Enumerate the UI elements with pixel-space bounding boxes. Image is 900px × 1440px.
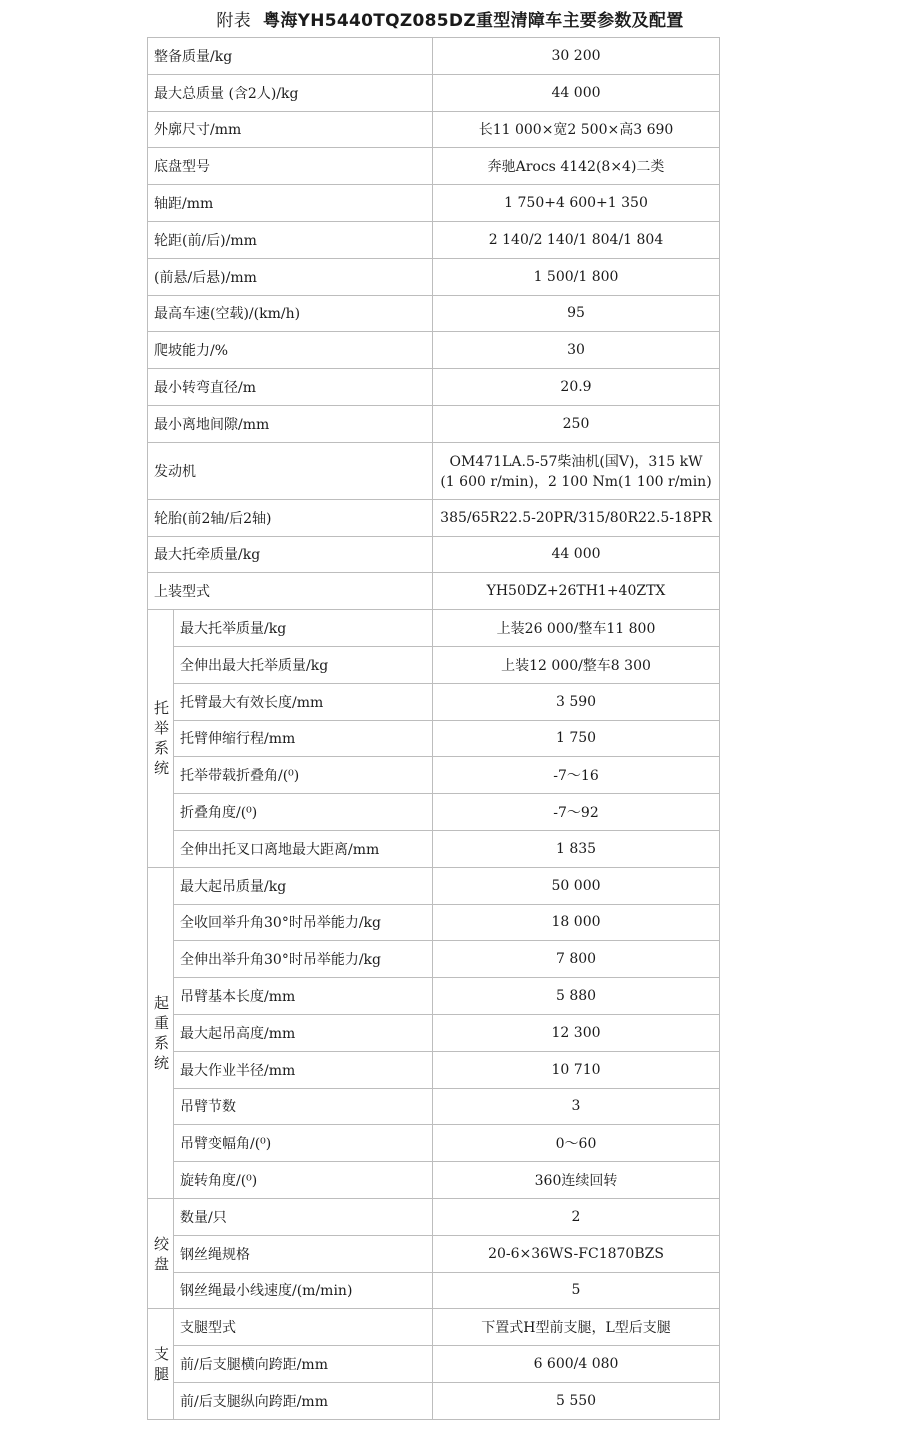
param-label: 支腿型式 [174, 1309, 433, 1346]
table-row [148, 757, 720, 794]
table-row-engine [148, 442, 720, 499]
param-value: 18 000 [433, 904, 720, 941]
param-label: (前悬/后悬)/mm [148, 258, 433, 295]
param-value: 10 710 [433, 1051, 720, 1088]
table-row [148, 978, 720, 1015]
param-value: 1 500/1 800 [433, 258, 720, 295]
table-row [148, 221, 720, 258]
group-name: 托举系统 [154, 699, 170, 778]
param-value: 下置式H型前支腿，L型后支腿 [433, 1309, 720, 1346]
table-row [148, 369, 720, 406]
table-row [148, 1051, 720, 1088]
param-label: 吊臂节数 [174, 1088, 433, 1125]
param-value: 20-6×36WS-FC1870BZS [433, 1235, 720, 1272]
param-value: 2 140/2 140/1 804/1 804 [433, 221, 720, 258]
table-row [148, 867, 720, 904]
param-value: 50 000 [433, 867, 720, 904]
group-label-crane [148, 867, 174, 1198]
param-label: 最大托牵质量/kg [148, 536, 433, 573]
param-value [433, 442, 720, 499]
param-label: 前/后支腿纵向跨距/mm [174, 1382, 433, 1419]
table-row [148, 38, 720, 75]
table-row [148, 148, 720, 185]
table-row [148, 1272, 720, 1309]
table-row [148, 1125, 720, 1162]
table-row [148, 1162, 720, 1199]
table-row [148, 1346, 720, 1383]
table-row [148, 941, 720, 978]
param-value: 12 300 [433, 1014, 720, 1051]
param-value: 5 [433, 1272, 720, 1309]
table-row [148, 1309, 720, 1346]
param-label: 最小离地间隙/mm [148, 405, 433, 442]
param-label: 最大托举质量/kg [174, 610, 433, 647]
param-label: 托举带载折叠角/(⁰) [174, 757, 433, 794]
param-label: 轮胎(前2轴/后2轴) [148, 499, 433, 536]
param-value: 6 600/4 080 [433, 1346, 720, 1383]
param-value: 1 750 [433, 720, 720, 757]
table-title [0, 6, 900, 31]
table-row [148, 904, 720, 941]
spec-table [147, 37, 720, 1420]
table-row [148, 258, 720, 295]
group-name: 支腿 [154, 1344, 170, 1383]
table-row [148, 1088, 720, 1125]
table-row [148, 646, 720, 683]
table-row [148, 332, 720, 369]
param-value: 7 800 [433, 941, 720, 978]
param-value: 95 [433, 295, 720, 332]
param-label: 整备质量/kg [148, 38, 433, 75]
param-label: 托臂最大有效长度/mm [174, 683, 433, 720]
table-row [148, 185, 720, 222]
param-label: 爬坡能力/% [148, 332, 433, 369]
group-label-winch [148, 1198, 174, 1308]
param-value: 30 [433, 332, 720, 369]
param-label: 最大起吊质量/kg [174, 867, 433, 904]
table-row [148, 1235, 720, 1272]
spec-table-body [148, 38, 720, 1420]
param-label: 最小转弯直径/m [148, 369, 433, 406]
param-value: 250 [433, 405, 720, 442]
param-value: 长11 000×宽2 500×高3 690 [433, 111, 720, 148]
table-row [148, 1014, 720, 1051]
param-value: 44 000 [433, 74, 720, 111]
param-value: -7～16 [433, 757, 720, 794]
param-value: 上装12 000/整车8 300 [433, 646, 720, 683]
param-label: 旋转角度/(⁰) [174, 1162, 433, 1199]
param-label: 最大起吊高度/mm [174, 1014, 433, 1051]
param-label: 外廓尺寸/mm [148, 111, 433, 148]
param-label: 全收回举升角30°时吊举能力/kg [174, 904, 433, 941]
group-name: 起重系统 [154, 993, 170, 1072]
group-name: 绞盘 [154, 1234, 170, 1273]
table-row [148, 536, 720, 573]
table-row [148, 74, 720, 111]
param-value: 5 880 [433, 978, 720, 1015]
param-label: 最大作业半径/mm [174, 1051, 433, 1088]
table-row [148, 1198, 720, 1235]
param-value: 3 [433, 1088, 720, 1125]
param-value: 1 835 [433, 830, 720, 867]
param-value: 44 000 [433, 536, 720, 573]
param-label: 前/后支腿横向跨距/mm [174, 1346, 433, 1383]
param-value: -7～92 [433, 794, 720, 831]
table-row [148, 683, 720, 720]
param-label: 最大总质量 (含2人)/kg [148, 74, 433, 111]
table-row [148, 1382, 720, 1419]
engine-value-line2: (1 600 r/min)，2 100 Nm(1 100 r/min) [440, 473, 712, 490]
table-row [148, 830, 720, 867]
param-label: 数量/只 [174, 1198, 433, 1235]
param-value: 1 750+4 600+1 350 [433, 185, 720, 222]
table-row [148, 111, 720, 148]
engine-value-line1: OM471LA.5-57柴油机(国V)，315 kW [449, 453, 703, 470]
group-label-lift [148, 610, 174, 868]
param-value: 0～60 [433, 1125, 720, 1162]
table-row [148, 499, 720, 536]
param-value: 上装26 000/整车11 800 [433, 610, 720, 647]
param-label: 托臂伸缩行程/mm [174, 720, 433, 757]
param-label: 轴距/mm [148, 185, 433, 222]
param-value: 5 550 [433, 1382, 720, 1419]
param-label: 全伸出最大托举质量/kg [174, 646, 433, 683]
param-value: YH50DZ+26TH1+40ZTX [433, 573, 720, 610]
table-row [148, 295, 720, 332]
table-row [148, 405, 720, 442]
table-row [148, 794, 720, 831]
param-value: 2 [433, 1198, 720, 1235]
group-label-outrigger [148, 1309, 174, 1419]
param-value: 20.9 [433, 369, 720, 406]
param-value: 385/65R22.5-20PR/315/80R22.5-18PR [433, 499, 720, 536]
param-label: 钢丝绳规格 [174, 1235, 433, 1272]
param-label: 吊臂变幅角/(⁰) [174, 1125, 433, 1162]
param-label: 底盘型号 [148, 148, 433, 185]
param-value: 奔驰Arocs 4142(8×4)二类 [433, 148, 720, 185]
param-label: 轮距(前/后)/mm [148, 221, 433, 258]
param-label: 全伸出托叉口离地最大距离/mm [174, 830, 433, 867]
param-label: 上装型式 [148, 573, 433, 610]
param-value: 3 590 [433, 683, 720, 720]
param-label: 吊臂基本长度/mm [174, 978, 433, 1015]
table-row [148, 610, 720, 647]
param-value: 360连续回转 [433, 1162, 720, 1199]
table-row [148, 720, 720, 757]
param-label: 全伸出举升角30°时吊举能力/kg [174, 941, 433, 978]
param-label: 最高车速(空载)/(km/h) [148, 295, 433, 332]
param-label: 钢丝绳最小线速度/(m/min) [174, 1272, 433, 1309]
table-title-main: 粤海YH5440TQZ085DZ重型清障车主要参数及配置 [263, 11, 684, 31]
table-row [148, 573, 720, 610]
table-title-prefix: 附表 [216, 11, 252, 31]
param-label: 发动机 [148, 442, 433, 499]
param-label: 折叠角度/(⁰) [174, 794, 433, 831]
param-value: 30 200 [433, 38, 720, 75]
